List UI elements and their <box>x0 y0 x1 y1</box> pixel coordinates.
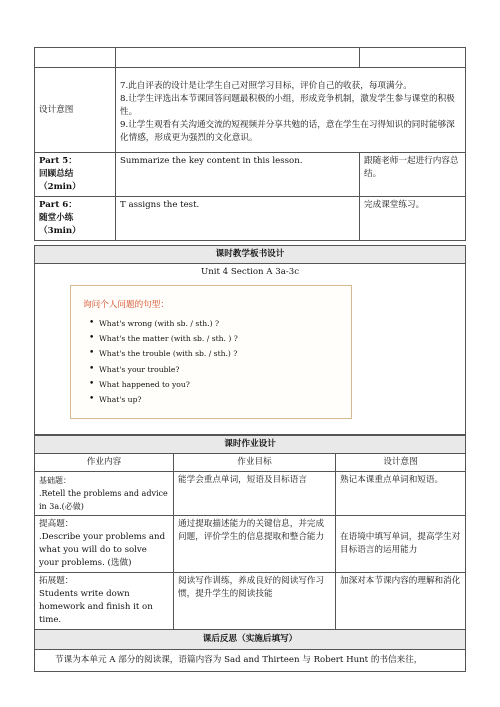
sentence-pattern-box <box>70 285 352 419</box>
reflection-section-title: 课后反思（实施后填写） <box>35 630 466 650</box>
part5-row <box>35 153 466 197</box>
homework-row <box>35 573 466 630</box>
design-intent-row <box>35 68 466 153</box>
homework-content: 提高题： .Describe your problems and what you will do to solve your problems. (选做) <box>35 516 174 573</box>
homework-table <box>34 435 466 672</box>
sentence-item: • What's up? <box>83 392 339 407</box>
homework-content: 拓展题： Students write down homework and finish it on time. <box>35 573 174 630</box>
empty-row <box>35 48 466 68</box>
design-intent-text <box>116 68 466 153</box>
homework-goal: 能学会重点单词，短语及目标语言 <box>174 472 336 516</box>
sentence-item: • What's the trouble (with sb. / sth.) ? <box>83 346 339 361</box>
homework-intent: 在语境中填写单词，提高学生对目标语言的运用能力 <box>336 516 466 573</box>
unit-title: Unit 4 Section A 3a-3c <box>200 267 300 277</box>
homework-goal: 通过提取描述能力的关键信息，并完成问题，评价学生的信息提取和整合能力 <box>174 516 336 573</box>
homework-goal: 阅读写作训练，养成良好的阅读写作习惯，提升学生的阅读技能 <box>174 573 336 630</box>
board-design-title: 课时教学板书设计 <box>35 246 466 264</box>
homework-content: 基础题： .Retell the problems and advice in 3a.(必做) <box>35 472 174 516</box>
homework-intent: 加深对本节课内容的理解和消化 <box>336 573 466 630</box>
sentence-item: • What's the matter (with sb. / sth. ) ? <box>83 331 339 346</box>
part5-teacher-activity: Summarize the key content in this lesson. <box>116 153 360 197</box>
sentence-item: • What happened to you? <box>83 377 339 392</box>
homework-header-intent: 设计意图 <box>336 454 466 472</box>
homework-header-goal: 作业目标 <box>174 454 336 472</box>
homework-intent: 熟记本课重点单词和短语。 <box>336 472 466 516</box>
intent-item: 7.此自评表的设计是让学生自己对照学习目标，评价自己的收获，每项满分。 <box>120 81 412 91</box>
sentence-pattern-heading: 询问个人问题的句型： <box>83 300 169 310</box>
part6-student-activity: 完成课堂练习。 <box>360 197 466 241</box>
intent-item: 8.让学生评选出本节课回答问题最积极的小组，形成竞争机制，激发学生参与课堂的积极性。 <box>120 94 455 117</box>
part6-teacher-activity: T assigns the test. <box>116 197 360 241</box>
part6-label: Part 6： 随堂小练 （3min） <box>35 197 116 241</box>
homework-row <box>35 472 466 516</box>
sentence-list <box>83 316 339 407</box>
part6-row <box>35 197 466 241</box>
design-intent-label: 设计意图 <box>35 68 116 153</box>
part5-label: Part 5： 回顾总结 （2min） <box>35 153 116 197</box>
homework-header-content: 作业内容 <box>35 454 174 472</box>
part5-student-activity: 跟随老师一起进行内容总结。 <box>360 153 466 197</box>
homework-row <box>35 516 466 573</box>
sentence-item: • What's wrong (with sb. / sth.) ? <box>83 316 339 331</box>
reflection-text: 节课为本单元 A 部分的阅读课，语篇内容为 Sad and Thirteen 与 Robert Hunt 的书信来往， <box>35 650 466 672</box>
intent-item: 9.让学生观看有关沟通交流的短视频并分享共勉的话，意在学生在习得知识的同时能够深化情感，形成更为强烈的文化意识。 <box>120 120 455 143</box>
sentence-item: • What's your trouble? <box>83 362 339 377</box>
lesson-steps-table <box>34 47 466 241</box>
homework-section-title: 课时作业设计 <box>35 436 466 454</box>
